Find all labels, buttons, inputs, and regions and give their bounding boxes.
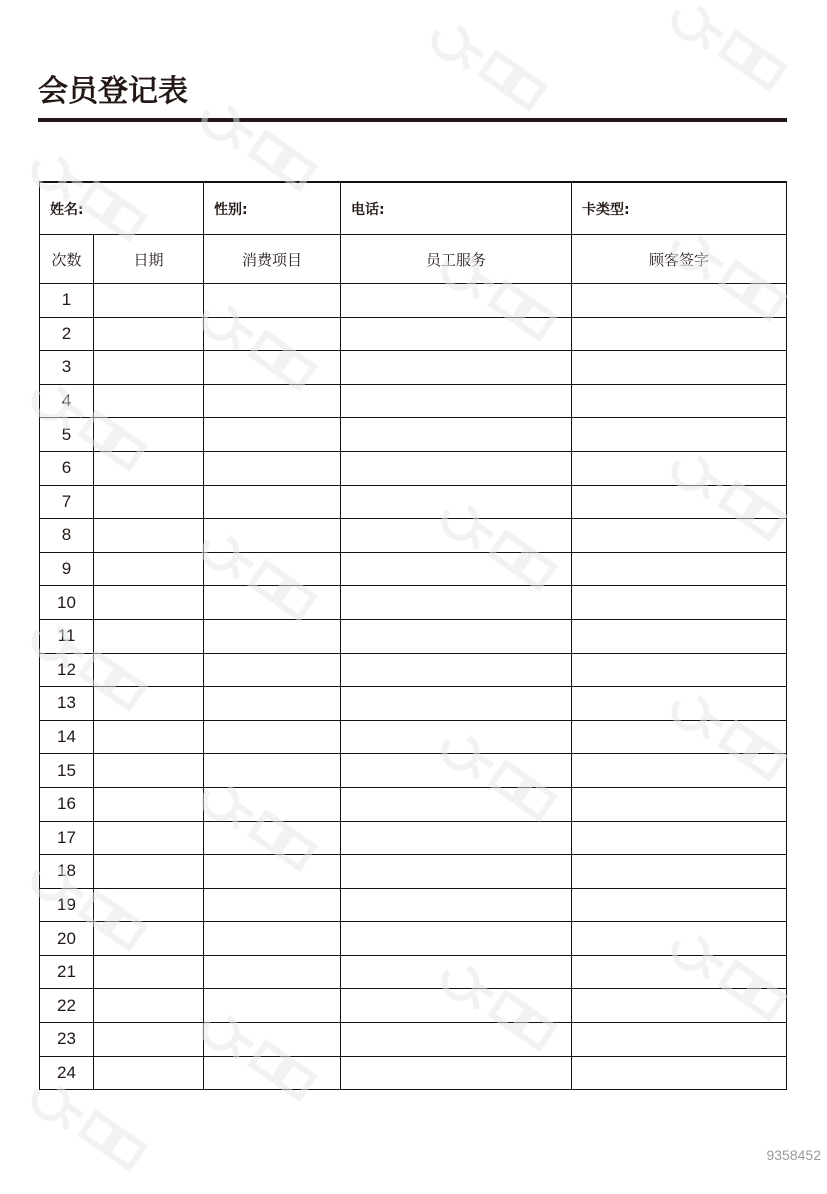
count-cell: 15 [40, 754, 94, 788]
staff-cell[interactable] [341, 1056, 572, 1090]
signature-cell[interactable] [572, 687, 787, 721]
document-id: 9358452 [766, 1147, 821, 1163]
table-row [40, 586, 787, 620]
table-row [40, 720, 787, 754]
date-cell[interactable] [94, 888, 204, 922]
date-cell[interactable] [94, 1056, 204, 1090]
item-cell[interactable] [204, 519, 341, 553]
count-cell: 14 [40, 720, 94, 754]
staff-cell[interactable] [341, 284, 572, 318]
table-row [40, 619, 787, 653]
count-cell: 11 [40, 619, 94, 653]
phone-label: 电话: [351, 201, 385, 218]
staff-cell[interactable] [341, 653, 572, 687]
signature-cell[interactable] [572, 955, 787, 989]
staff-cell[interactable] [341, 787, 572, 821]
staff-cell[interactable] [341, 317, 572, 351]
count-cell: 3 [40, 351, 94, 385]
signature-cell[interactable] [572, 485, 787, 519]
staff-cell[interactable] [341, 384, 572, 418]
gender-label: 性别: [214, 201, 248, 218]
item-cell[interactable] [204, 284, 341, 318]
count-cell: 4 [40, 384, 94, 418]
date-cell[interactable] [94, 922, 204, 956]
table-row [40, 754, 787, 788]
watermark-icon [640, 0, 790, 110]
signature-cell[interactable] [572, 519, 787, 553]
date-cell[interactable] [94, 418, 204, 452]
page-title: 会员登记表 [38, 74, 188, 109]
signature-cell[interactable] [572, 451, 787, 485]
signature-cell[interactable] [572, 720, 787, 754]
count-cell: 19 [40, 888, 94, 922]
signature-cell[interactable] [572, 922, 787, 956]
staff-cell[interactable] [341, 519, 572, 553]
staff-cell[interactable] [341, 754, 572, 788]
item-cell[interactable] [204, 485, 341, 519]
name-label: 姓名: [50, 201, 84, 218]
staff-cell[interactable] [341, 989, 572, 1023]
date-cell[interactable] [94, 821, 204, 855]
registration-table [39, 181, 787, 1090]
staff-cell[interactable] [341, 418, 572, 452]
staff-cell[interactable] [341, 855, 572, 889]
date-cell[interactable] [94, 451, 204, 485]
table-row [40, 451, 787, 485]
staff-cell[interactable] [341, 821, 572, 855]
phone-field[interactable] [341, 182, 572, 235]
signature-cell[interactable] [572, 418, 787, 452]
date-cell[interactable] [94, 787, 204, 821]
info-row [40, 182, 787, 235]
signature-cell[interactable] [572, 619, 787, 653]
count-cell: 21 [40, 955, 94, 989]
date-cell[interactable] [94, 317, 204, 351]
item-cell[interactable] [204, 720, 341, 754]
signature-cell[interactable] [572, 754, 787, 788]
item-cell[interactable] [204, 687, 341, 721]
item-cell[interactable] [204, 855, 341, 889]
table-row [40, 1056, 787, 1090]
date-cell[interactable] [94, 855, 204, 889]
signature-cell[interactable] [572, 586, 787, 620]
date-cell[interactable] [94, 284, 204, 318]
date-cell[interactable] [94, 720, 204, 754]
signature-cell[interactable] [572, 653, 787, 687]
table-row [40, 552, 787, 586]
date-cell[interactable] [94, 552, 204, 586]
signature-cell[interactable] [572, 384, 787, 418]
count-cell: 9 [40, 552, 94, 586]
item-cell[interactable] [204, 418, 341, 452]
watermark-icon [400, 20, 550, 130]
item-cell[interactable] [204, 1023, 341, 1057]
col-header-signature: 顾客签字 [572, 235, 787, 284]
count-cell: 13 [40, 687, 94, 721]
table-row [40, 687, 787, 721]
col-header-staff: 员工服务 [341, 235, 572, 284]
staff-cell[interactable] [341, 922, 572, 956]
count-cell: 10 [40, 586, 94, 620]
signature-cell[interactable] [572, 888, 787, 922]
card-type-label: 卡类型: [582, 201, 630, 218]
header-row [40, 235, 787, 284]
table-row [40, 855, 787, 889]
item-cell[interactable] [204, 1056, 341, 1090]
item-cell[interactable] [204, 619, 341, 653]
table-row [40, 653, 787, 687]
count-cell: 17 [40, 821, 94, 855]
item-cell[interactable] [204, 351, 341, 385]
staff-cell[interactable] [341, 552, 572, 586]
signature-cell[interactable] [572, 989, 787, 1023]
col-header-count: 次数 [40, 235, 94, 284]
date-cell[interactable] [94, 653, 204, 687]
signature-cell[interactable] [572, 855, 787, 889]
gender-field[interactable] [204, 182, 341, 235]
signature-cell[interactable] [572, 284, 787, 318]
table-row [40, 485, 787, 519]
date-cell[interactable] [94, 687, 204, 721]
name-field[interactable] [40, 182, 204, 235]
item-cell[interactable] [204, 653, 341, 687]
date-cell[interactable] [94, 1023, 204, 1057]
item-cell[interactable] [204, 955, 341, 989]
signature-cell[interactable] [572, 787, 787, 821]
table-row [40, 317, 787, 351]
staff-cell[interactable] [341, 586, 572, 620]
signature-cell[interactable] [572, 552, 787, 586]
count-cell: 18 [40, 855, 94, 889]
date-cell[interactable] [94, 384, 204, 418]
count-cell: 12 [40, 653, 94, 687]
table-row [40, 955, 787, 989]
item-cell[interactable] [204, 787, 341, 821]
staff-cell[interactable] [341, 955, 572, 989]
col-header-item: 消费项目 [204, 235, 341, 284]
table-row [40, 821, 787, 855]
count-cell: 6 [40, 451, 94, 485]
table-row [40, 1023, 787, 1057]
count-cell: 7 [40, 485, 94, 519]
staff-cell[interactable] [341, 485, 572, 519]
staff-cell[interactable] [341, 351, 572, 385]
staff-cell[interactable] [341, 451, 572, 485]
staff-cell[interactable] [341, 720, 572, 754]
item-cell[interactable] [204, 922, 341, 956]
item-cell[interactable] [204, 317, 341, 351]
item-cell[interactable] [204, 552, 341, 586]
staff-cell[interactable] [341, 888, 572, 922]
staff-cell[interactable] [341, 619, 572, 653]
count-cell: 1 [40, 284, 94, 318]
title-underline [38, 118, 787, 122]
item-cell[interactable] [204, 384, 341, 418]
count-cell: 8 [40, 519, 94, 553]
item-cell[interactable] [204, 451, 341, 485]
staff-cell[interactable] [341, 687, 572, 721]
staff-cell[interactable] [341, 1023, 572, 1057]
signature-cell[interactable] [572, 351, 787, 385]
item-cell[interactable] [204, 888, 341, 922]
count-cell: 20 [40, 922, 94, 956]
table-row [40, 384, 787, 418]
table-row [40, 989, 787, 1023]
count-cell: 22 [40, 989, 94, 1023]
card-type-field[interactable] [572, 182, 787, 235]
count-cell: 16 [40, 787, 94, 821]
watermark-icon [0, 1080, 150, 1190]
count-cell: 2 [40, 317, 94, 351]
table-row [40, 787, 787, 821]
col-header-date: 日期 [94, 235, 204, 284]
count-cell: 5 [40, 418, 94, 452]
signature-cell[interactable] [572, 317, 787, 351]
signature-cell[interactable] [572, 1056, 787, 1090]
table-row [40, 351, 787, 385]
date-cell[interactable] [94, 485, 204, 519]
date-cell[interactable] [94, 351, 204, 385]
date-cell[interactable] [94, 619, 204, 653]
item-cell[interactable] [204, 989, 341, 1023]
date-cell[interactable] [94, 586, 204, 620]
count-cell: 24 [40, 1056, 94, 1090]
item-cell[interactable] [204, 821, 341, 855]
table-row [40, 418, 787, 452]
date-cell[interactable] [94, 955, 204, 989]
date-cell[interactable] [94, 754, 204, 788]
signature-cell[interactable] [572, 821, 787, 855]
table-row [40, 888, 787, 922]
table-row [40, 519, 787, 553]
count-cell: 23 [40, 1023, 94, 1057]
signature-cell[interactable] [572, 1023, 787, 1057]
table-row [40, 922, 787, 956]
item-cell[interactable] [204, 586, 341, 620]
item-cell[interactable] [204, 754, 341, 788]
table-row [40, 284, 787, 318]
date-cell[interactable] [94, 519, 204, 553]
date-cell[interactable] [94, 989, 204, 1023]
